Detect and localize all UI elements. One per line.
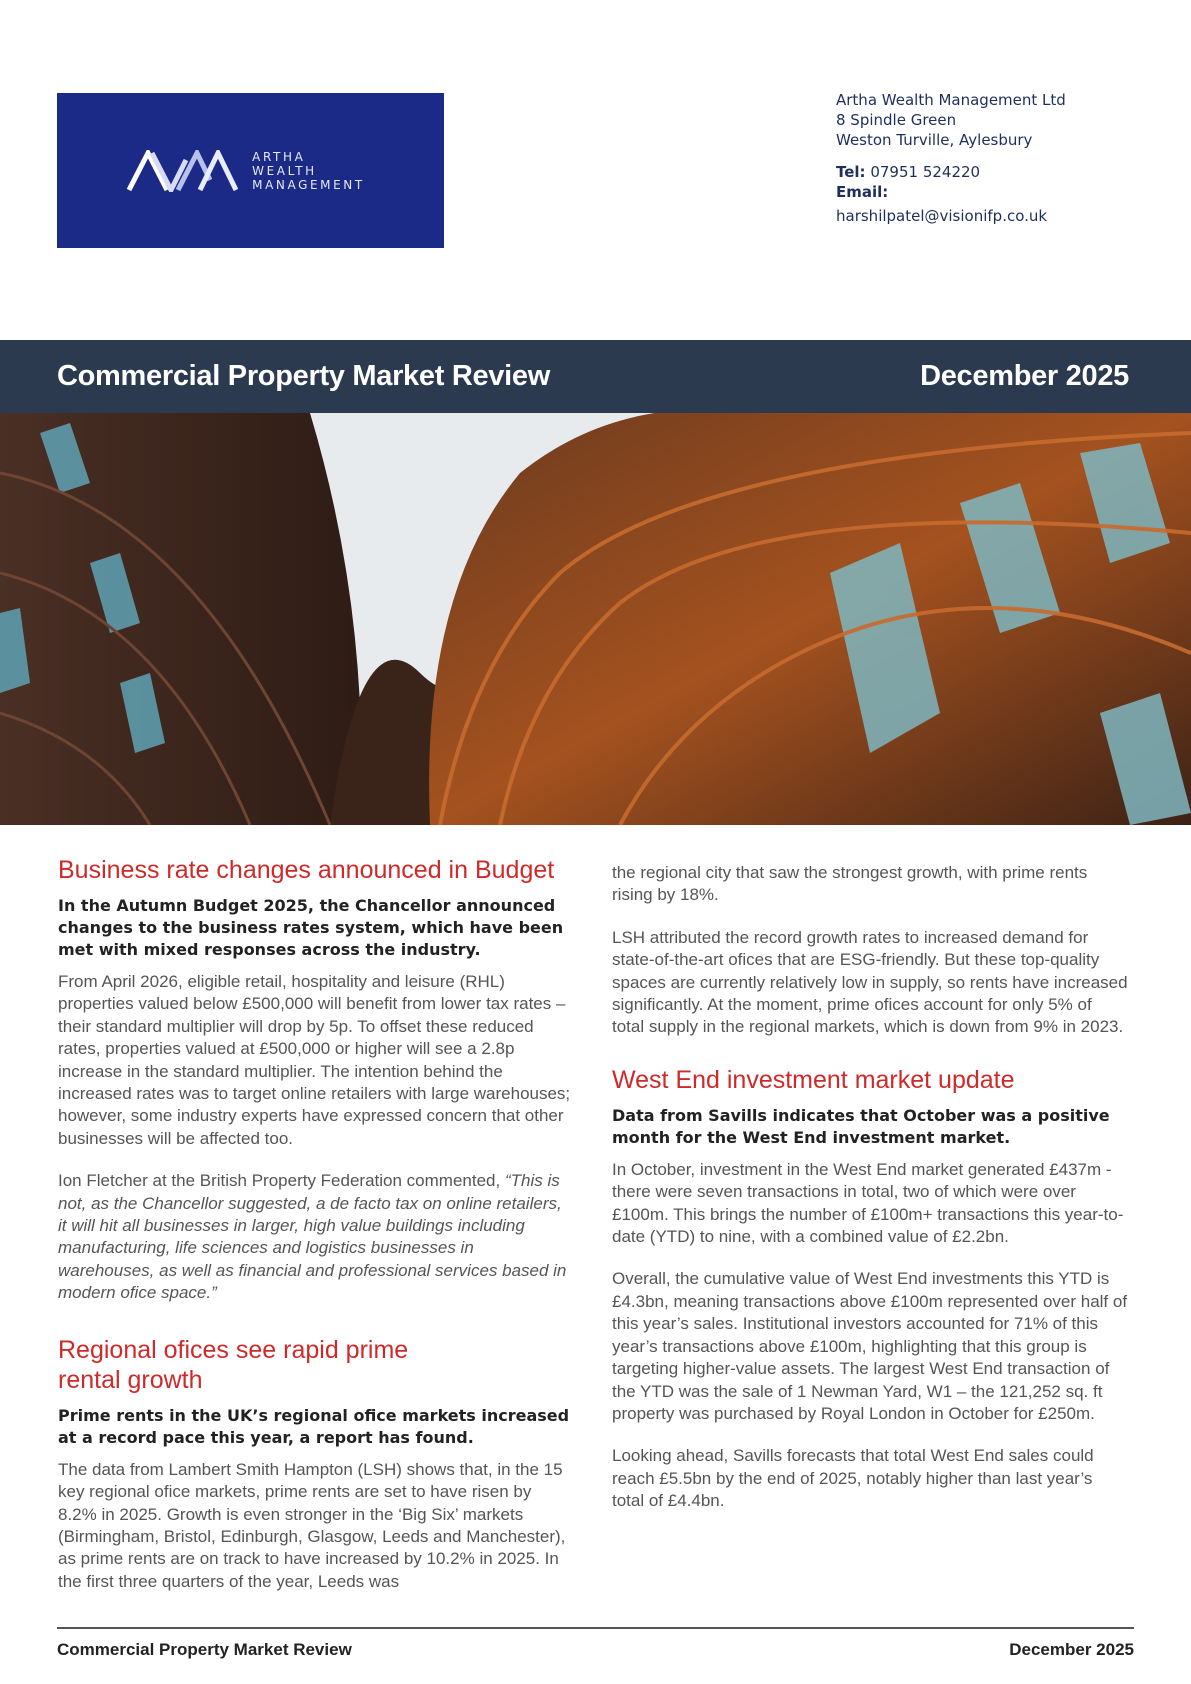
company-logo	[57, 93, 444, 248]
article-paragraph: From April 2026, eligible retail, hospitality and leisure (RHL) properties valued below £500,000 will benefit from lower tax rates – their standard multiplier will drop by 5p. To offset these reduced rates, properties valued at £500,000 or higher will see a 2.8p increase in the standard multiplier. The intention behind the increased rates was to target online retailers with large warehouses; however, some industry experts have expressed concern that other businesses will be affected too.	[58, 972, 571, 1148]
article-business-rates	[58, 855, 574, 1305]
logo-wordmark	[252, 150, 365, 192]
page-title: Commercial Property Market Review	[57, 360, 550, 392]
article-west-end	[612, 1065, 1128, 1513]
article-lead: In the Autumn Budget 2025, the Chancellor announced changes to the business rates system, which have been met with mixed responses across the industry.	[58, 896, 564, 959]
article-heading: Regional ofices see rapid prime rental growth	[58, 1335, 409, 1394]
address-line: Weston Turville, Aylesbury	[836, 131, 1033, 149]
article-heading: West End investment market update	[612, 1065, 1015, 1094]
article-lead: Data from Savills indicates that October was a positive month for the West End investment market.	[612, 1105, 1110, 1147]
logo-line: MANAGEMENT	[252, 177, 365, 192]
article-paragraph: In October, investment in the West End market generated £437m - there were seven transactions in total, two of which were over £100m. This brings the number of £100m+ transactions this year-to-date (YTD) to nine, with a combined value of £2.2bn.	[612, 1159, 1124, 1247]
article-paragraph-continued: the regional city that saw the strongest growth, with prime rents rising by 18%.	[612, 863, 1088, 905]
footer-date: December 2025	[1009, 1640, 1134, 1659]
logo-line: WEALTH	[252, 163, 317, 178]
footer-title: Commercial Property Market Review	[57, 1640, 352, 1659]
title-banner	[0, 340, 1191, 413]
email-link[interactable]: harshilpatel@visionifp.co.uk	[836, 207, 1048, 225]
page-footer	[57, 1640, 1134, 1660]
address	[836, 90, 1076, 150]
email-label-row	[836, 182, 1076, 202]
email-label: Email:	[836, 183, 889, 201]
logo-line: ARTHA	[252, 149, 306, 164]
article-regional-offices	[58, 1335, 574, 1593]
tel-value[interactable]: 07951 524220	[870, 163, 981, 181]
article-paragraph: LSH attributed the record growth rates to increased demand for state-of-the-art ofices that are ESG-friendly. But these top-quality spaces are currently relatively low in supply, so rents have increased significantly. At the moment, prime ofices account for only 5% of total supply in the regional markets, which is down from 9% in 2023.	[612, 927, 1128, 1037]
contact-block	[836, 90, 1076, 226]
awm-logo-mark-icon	[126, 150, 238, 192]
quote-text: “This is not, as the Chancellor suggested, a de facto tax on online retailers, it will hit all businesses in larger, high value buildings including manufacturing, life sciences and logistics businesses in warehouses, as well as financial and professional services based in modern ofice space.”	[58, 1171, 567, 1303]
quote-intro: Ion Fletcher at the British Property Federation commented,	[58, 1171, 501, 1191]
hero-image	[0, 413, 1191, 825]
article-quote-paragraph	[58, 1170, 574, 1304]
left-column	[58, 855, 574, 1613]
article-lead: Prime rents in the UK’s regional ofice markets increased at a record pace this year, a report has found.	[58, 1405, 570, 1447]
company-name: Artha Wealth Management Ltd	[836, 91, 1066, 109]
address-line: 8 Spindle Green	[836, 111, 957, 129]
article-heading: Business rate changes announced in Budget	[58, 856, 555, 884]
footer-divider	[57, 1627, 1134, 1629]
issue-date: December 2025	[920, 360, 1129, 392]
article-paragraph: Overall, the cumulative value of West End investments this YTD is £4.3bn, meaning transactions above £100m represented over half of this year’s sales. Institutional investors accounted for 71% of this year’s transactions above £100m, highlighting that this group is targeting higher-value assets. The largest West End transaction of the YTD was the sale of 1 Newman Yard, W1 – the 121,252 sq. ft property was purchased by Royal London in October for £250m.	[612, 1269, 1128, 1423]
right-column	[612, 862, 1128, 1533]
tel-label: Tel:	[836, 163, 866, 181]
telephone	[836, 162, 1076, 182]
article-paragraph: The data from Lambert Smith Hampton (LSH) shows that, in the 15 key regional ofice markets, prime rents are set to have risen by 8.2% in 2025. Growth is even stronger in the ‘Big Six’ markets (Birmingham, Bristol, Edinburgh, Glasgow, Leeds and Manchester), as prime rents are on track to have increased by 10.2% in 2025. In the first three quarters of the year, Leeds was	[58, 1459, 566, 1591]
article-paragraph: Looking ahead, Savills forecasts that total West End sales could reach £5.5bn by the end of 2025, notably higher than last year’s total of £4.4bn.	[612, 1446, 1094, 1511]
